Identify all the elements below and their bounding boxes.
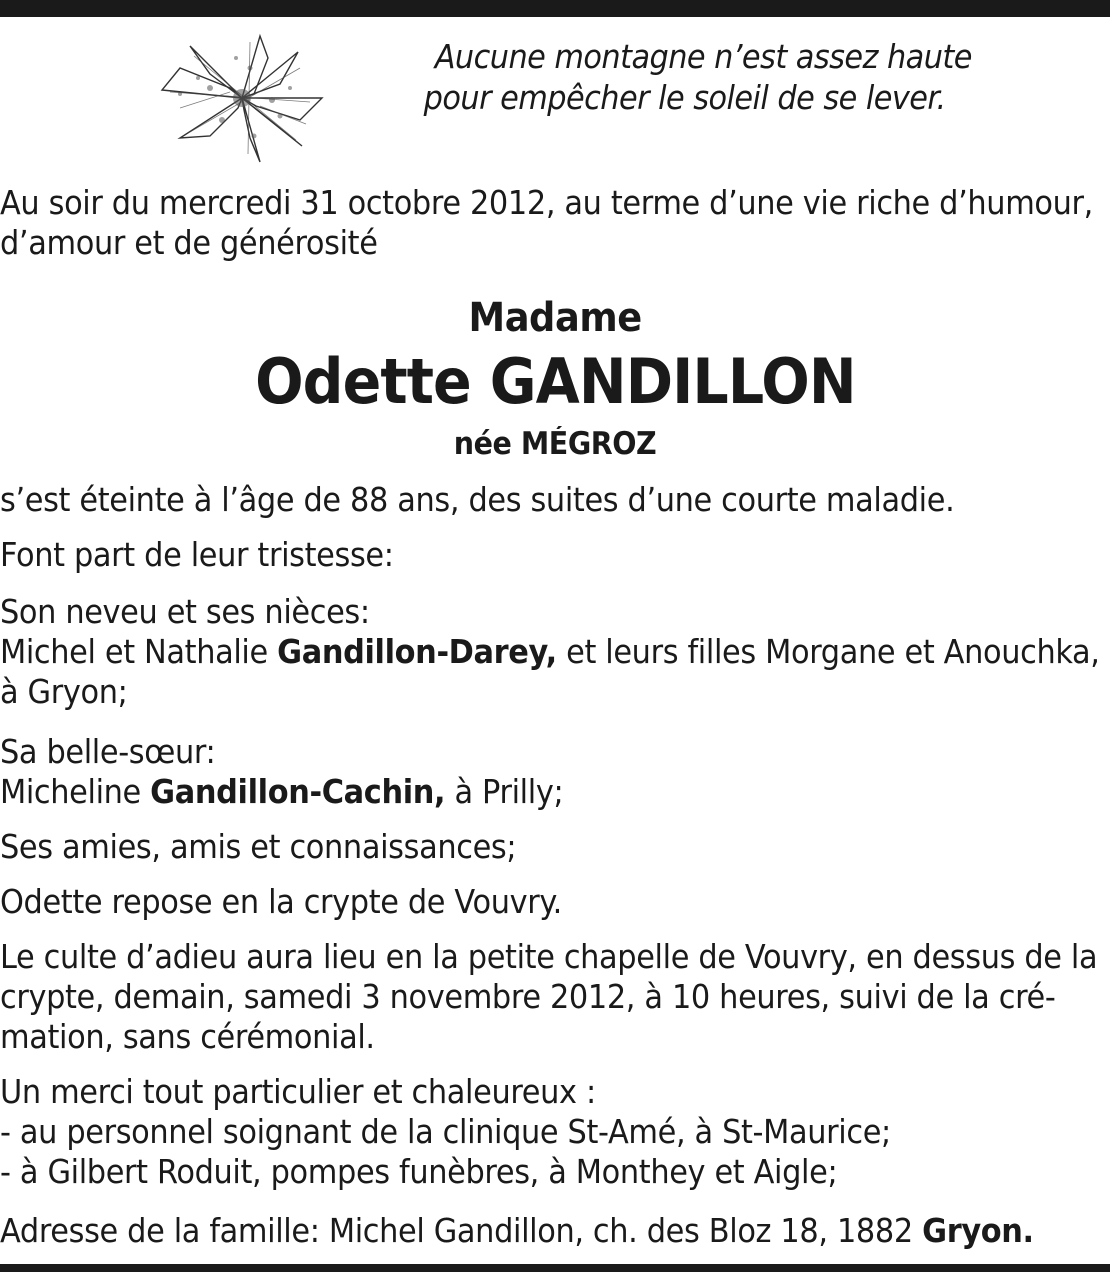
deceased-title: Madame	[468, 295, 642, 341]
bottom-rule	[0, 1264, 1110, 1272]
service-line-3: mation, sans cérémonial.	[0, 1017, 375, 1056]
death-line: s’est éteinte à l’âge de 88 ans, des suites d’une courte maladie.	[0, 480, 955, 519]
thanks-item-2: - à Gilbert Roduit, pompes funèbres, à Monthey et Aigle;	[0, 1152, 838, 1191]
sister-in-law-heading: Sa belle-sœur:	[0, 732, 216, 771]
sister-in-law-name: Micheline Gandillon-Cachin, à Prilly;	[0, 772, 564, 811]
flower-illustration	[150, 28, 328, 168]
service-paragraph	[0, 937, 1110, 1057]
rest-line: Odette repose en la crypte de Vouvry.	[0, 882, 562, 921]
intro-line-1: Au soir du mercredi 31 octobre 2012, au terme d’une vie riche d’humour,	[0, 183, 1093, 222]
nephew-names: Michel et Nathalie Gandillon-Darey, et leurs filles Morgane et Anouchka,	[0, 632, 1100, 671]
nephew-heading: Son neveu et ses nièces:	[0, 592, 370, 631]
intro-line-2: d’amour et de générosité	[0, 223, 378, 262]
thanks-heading: Un merci tout particulier et chaleureux :	[0, 1072, 596, 1111]
deceased-name: Odette GANDILLON	[254, 345, 856, 418]
announce-line: Font part de leur tristesse:	[0, 535, 394, 574]
epigraph-quote	[420, 36, 972, 118]
family-address: Adresse de la famille: Michel Gandillon, ch. des Bloz 18, 1882 Gryon.	[0, 1211, 1034, 1250]
nephew-section	[0, 592, 1110, 712]
quote-line-2: pour empêcher le soleil de se lever.	[423, 78, 946, 117]
deceased-maiden-name: née MÉGROZ	[453, 426, 657, 462]
nephew-place: à Gryon;	[0, 672, 128, 711]
sister-in-law-section	[0, 732, 1110, 812]
intro-paragraph	[0, 183, 1110, 263]
top-rule	[0, 0, 1110, 17]
quote-line-1: Aucune montagne n’est assez haute	[434, 37, 972, 76]
service-line-1: Le culte d’adieu aura lieu en la petite chapelle de Vouvry, en dessus de la	[0, 937, 1098, 976]
friends-line: Ses amies, amis et connaissances;	[0, 827, 517, 866]
thanks-section	[0, 1072, 1110, 1192]
thanks-item-1: - au personnel soignant de la clinique St-Amé, à St-Maurice;	[0, 1112, 891, 1151]
service-line-2: crypte, demain, samedi 3 novembre 2012, à 10 heures, suivi de la cré-	[0, 977, 1056, 1016]
